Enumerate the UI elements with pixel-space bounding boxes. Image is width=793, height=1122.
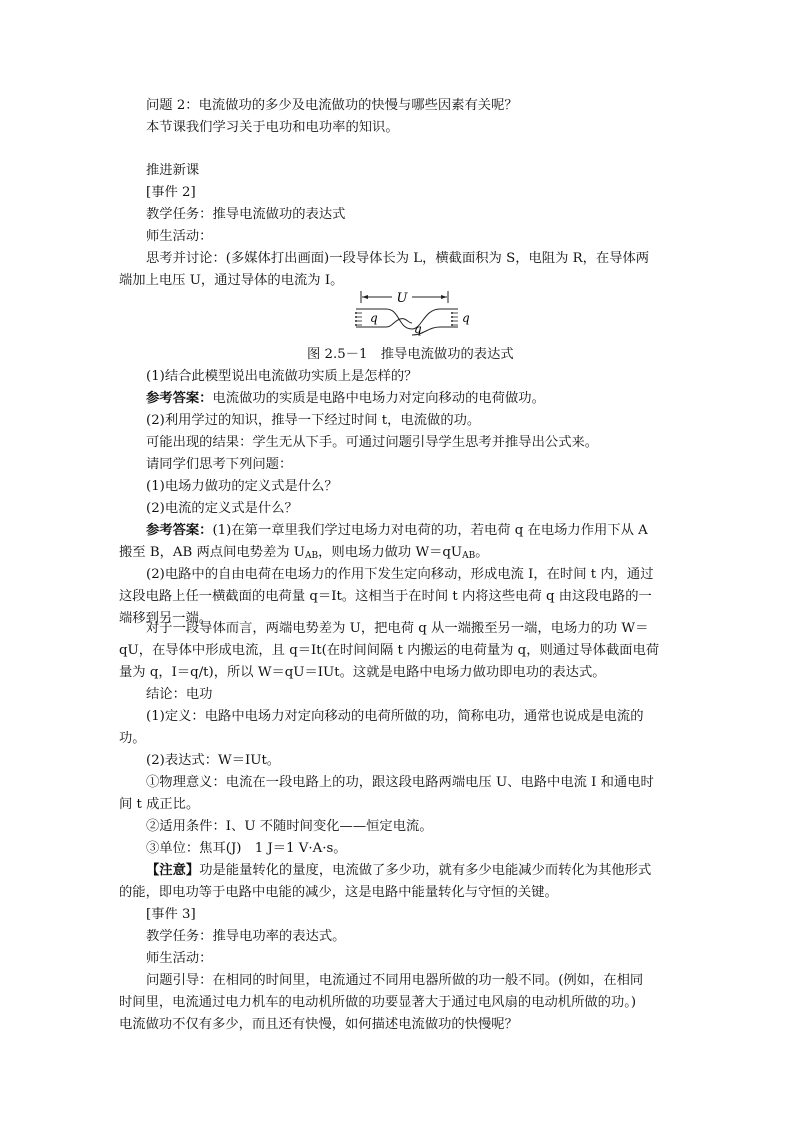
answer-label: 参考答案： [146, 523, 213, 538]
answer-2-line-1 [146, 520, 679, 542]
physical-meaning-line-2: 间 t 成正比。 [119, 797, 200, 812]
possible-result: 可能出现的结果：学生无从下手。可通过问题引导学生思考并推导出公式来。 [146, 435, 599, 450]
note-label: 【注意】 [146, 863, 200, 878]
subscript: AB [462, 551, 476, 561]
physical-meaning-line-1: ①物理意义：电流在一段电路上的功，跟这段电路两端电压 U、电路中电流 I 和通电时 [146, 775, 654, 790]
activity-label-3: 师生活动： [146, 951, 213, 966]
question-2-derive: (2)利用学过的知识，推导一下经过时间 t，电流做的功。 [146, 413, 481, 428]
note-line-1 [146, 860, 679, 882]
lesson-intro: 本节课我们学习关于电功和电功率的知识。 [146, 120, 399, 135]
subscript: AB [305, 551, 319, 561]
answer-1-text: 电流做功的实质是电路中电场力对定向移动的电荷做功。 [212, 391, 545, 406]
voltage-label: U [396, 291, 408, 306]
think-prompt: 请同学们思考下列问题： [146, 457, 293, 472]
teaching-task-3: 教学任务：推导电功率的表达式。 [146, 929, 346, 944]
charge-label-left: q [370, 311, 378, 325]
answer-label: 参考答案： [146, 391, 213, 406]
conductor-diagram [348, 287, 476, 339]
answer-2-segment: 搬至 B，AB 两点间电势差为 U [119, 545, 306, 560]
answer-2-segment: 。 [475, 545, 489, 560]
activity-label: 师生活动： [146, 229, 213, 244]
paragraph-2-line-2: 这段电路上任一横截面的电荷量 q＝It。这相当于在时间 t 内将这些电荷 q 由这段电路的一 [119, 589, 652, 604]
answer-2-text: (1)在第一章里我们学过电场力对电荷的功，若电荷 q 在电场力作用下从 A [212, 523, 648, 538]
section-heading: 推进新课 [146, 163, 200, 178]
charge-label-right: q [462, 311, 470, 325]
expression: (2)表达式：W＝IUt。 [146, 753, 281, 768]
question-2: 问题 2：电流做功的多少及电流做功的快慢与哪些因素有关呢？ [146, 98, 518, 113]
figure-caption: 图 2.5－1 推导电流做功的表达式 [307, 347, 514, 362]
paragraph-3-line-3: 量为 q，I＝q/t)，所以 W＝qU＝IUt。这就是电路中电场力做功即电功的表达式。 [119, 665, 606, 680]
paragraph-3-line-2: qU，在导体中形成电流，且 q＝It(在时间间隔 t 内搬运的电荷量为 q，则通过导体截面电荷 [119, 643, 660, 658]
paragraph-3-line-1: 对于一段导体而言，两端电势差为 U，把电荷 q 从一端搬至另一端，电场力的功 W＝ [146, 621, 649, 636]
note-line-2: 的能，即电功等于电路中电能的减少，这是电路中能量转化与守恒的关键。 [119, 885, 558, 900]
applicable-condition: ②适用条件：I、U 不随时间变化——恒定电流。 [146, 819, 433, 834]
definition-line-2: 功。 [119, 731, 146, 746]
definition-line-1: (1)定义：电路中电场力对定向移动的电荷所做的功，简称电功，通常也说成是电流的 [146, 709, 644, 724]
guiding-question-line-3: 电流做功不仅有多少，而且还有快慢，如何描述电流做功的快慢呢？ [119, 1017, 518, 1032]
unit-line: ③单位：焦耳(J) 1 J＝1 V·A·s。 [146, 841, 347, 856]
answer-2-segment: ，则电场力做功 W＝qU [318, 545, 463, 560]
answer-1 [146, 388, 706, 410]
answer-2-line-2 [119, 542, 679, 564]
paragraph-2-line-3: 端移到另一端。 [119, 611, 213, 626]
note-text: 功是能量转化的量度，电流做了多少功，就有多少电能减少而转化为其他形式 [199, 863, 652, 878]
discussion-line-2: 端加上电压 U，通过导体的电流为 I。 [119, 273, 344, 288]
teaching-task: 教学任务：推导电流做功的表达式 [146, 207, 346, 222]
conclusion-label: 结论：电功 [146, 687, 213, 702]
event-3-label: [事件 3] [146, 907, 196, 922]
guiding-question-line-1: 问题引导：在相同的时间里，电流通过不同用电器所做的功一般不同。(例如，在相同 [146, 973, 644, 988]
question-1-model: (1)结合此模型说出电流做功实质上是怎样的？ [146, 369, 418, 384]
think-question-2: (2)电流的定义式是什么？ [146, 501, 298, 516]
paragraph-2-line-1: (2)电路中的自由电荷在电场力的作用下发生定向移动，形成电流 I，在时间 t 内，通过 [146, 567, 654, 582]
guiding-question-line-2: 时间里，电流通过电力机车的电动机所做的功要显著大于通过电风扇的电动机所做的功。) [119, 995, 637, 1010]
event-2-label: [事件 2] [146, 185, 196, 200]
discussion-line-1: 思考并讨论：(多媒体打出画面)一段导体长为 L，横截面积为 S，电阻为 R，在导体两 [146, 251, 650, 266]
think-question-1: (1)电场力做功的定义式是什么？ [146, 479, 338, 494]
charge-label-middle: q [414, 322, 422, 336]
